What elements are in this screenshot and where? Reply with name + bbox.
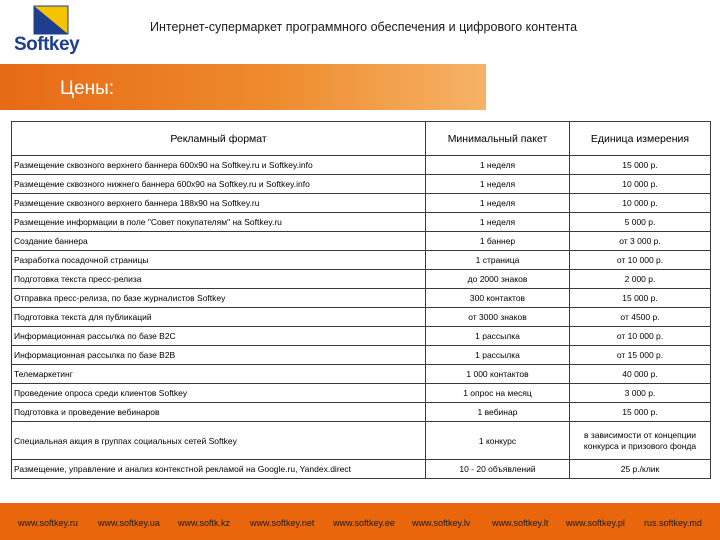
cell-package: 1 рассылка [426, 327, 570, 346]
cell-package: 1 страница [426, 251, 570, 270]
cell-format: Размещение, управление и анализ контекстной рекламой на Google.ru, Yandex.direct [12, 460, 426, 479]
cell-format: Создание баннера [12, 232, 426, 251]
cell-package: 1 неделя [426, 175, 570, 194]
table-row [12, 213, 711, 232]
cell-format: Размещение сквозного нижнего баннера 600х90 на Softkey.ru и Softkey.info [12, 175, 426, 194]
footer-link-ua[interactable]: www.softkey.ua [98, 518, 160, 528]
cell-price: от 10 000 р. [570, 251, 711, 270]
cell-format: Разработка посадочной страницы [12, 251, 426, 270]
header-min-package: Минимальный пакет [426, 122, 570, 156]
table-row [12, 384, 711, 403]
table-row [12, 289, 711, 308]
cell-package: 1 неделя [426, 213, 570, 232]
table-row [12, 308, 711, 327]
header-unit: Единица измерения [570, 122, 711, 156]
cell-package: 1 опрос на месяц [426, 384, 570, 403]
cell-format: Подготовка текста для публикаций [12, 308, 426, 327]
cell-price: 2 000 р. [570, 270, 711, 289]
cell-price: в зависимости от концепции конкурса и призового фонда [570, 422, 711, 460]
table-row [12, 270, 711, 289]
cell-format: Размещение информации в поле "Совет покупателям" на Softkey.ru [12, 213, 426, 232]
table-header-row [12, 122, 711, 156]
cell-package: 1 неделя [426, 156, 570, 175]
cell-price: от 4500 р. [570, 308, 711, 327]
cell-price: 10 000 р. [570, 175, 711, 194]
cell-price: 15 000 р. [570, 289, 711, 308]
cell-package: 1 вебинар [426, 403, 570, 422]
cell-price: 25 р./клик [570, 460, 711, 479]
table-row [12, 346, 711, 365]
cell-price: 40 000 р. [570, 365, 711, 384]
table-row [12, 327, 711, 346]
cell-format: Специальная акция в группах социальных сетей Softkey [12, 422, 426, 460]
cell-format: Подготовка и проведение вебинаров [12, 403, 426, 422]
cell-price: 10 000 р. [570, 194, 711, 213]
cell-package: 1 000 контактов [426, 365, 570, 384]
footer-link-ee[interactable]: www.softkey.ee [333, 518, 395, 528]
footer-link-net[interactable]: www.softkey.net [250, 518, 315, 528]
footer-links [0, 518, 720, 532]
cell-price: 15 000 р. [570, 156, 711, 175]
footer-link-lt[interactable]: www.softkey.lt [492, 518, 549, 528]
cell-format: Отправка пресс-релиза, по базе журналистов Softkey [12, 289, 426, 308]
table-row [12, 403, 711, 422]
table-row [12, 156, 711, 175]
footer-link-lv[interactable]: www.softkey.lv [412, 518, 471, 528]
cell-format: Проведение опроса среди клиентов Softkey [12, 384, 426, 403]
price-table [11, 121, 711, 479]
table-row [12, 232, 711, 251]
cell-format: Телемаркетинг [12, 365, 426, 384]
cell-price: от 3 000 р. [570, 232, 711, 251]
softkey-logo[interactable] [12, 4, 94, 56]
table-row [12, 194, 711, 213]
cell-format: Размещение сквозного верхнего баннера 600х90 на Softkey.ru и Softkey.info [12, 156, 426, 175]
cell-package: 300 контактов [426, 289, 570, 308]
table-row [12, 365, 711, 384]
cell-format: Размещение сквозного верхнего баннера 188х90 на Softkey.ru [12, 194, 426, 213]
cell-package: 10 - 20 объявлений [426, 460, 570, 479]
cell-price: 15 000 р. [570, 403, 711, 422]
cell-format: Информационная рассылка по базе B2C [12, 327, 426, 346]
table-row [12, 460, 711, 479]
cell-package: от 3000 знаков [426, 308, 570, 327]
table-row [12, 251, 711, 270]
logo-text: Softkey [14, 34, 80, 55]
cell-price: от 15 000 р. [570, 346, 711, 365]
cell-package: 1 баннер [426, 232, 570, 251]
table-row [12, 175, 711, 194]
site-tagline: Интернет-супермаркет программного обеспечения и цифрового контента [150, 20, 578, 34]
table-row [12, 422, 711, 460]
footer-link-pl[interactable]: www.softkey.pl [566, 518, 625, 528]
footer-link-md[interactable]: rus.softkey.md [644, 518, 702, 528]
header-format: Рекламный формат [12, 122, 426, 156]
cell-format: Информационная рассылка по базе B2B [12, 346, 426, 365]
page-title: Цены: [60, 78, 115, 99]
cell-format: Подготовка текста пресс-релиза [12, 270, 426, 289]
footer-link-kz[interactable]: www.softk.kz [178, 518, 231, 528]
cell-package: 1 неделя [426, 194, 570, 213]
cell-price: 5 000 р. [570, 213, 711, 232]
cell-package: 1 конкурс [426, 422, 570, 460]
cell-package: до 2000 знаков [426, 270, 570, 289]
cell-price: 3 000 р. [570, 384, 711, 403]
footer-link-ru[interactable]: www.softkey.ru [18, 518, 78, 528]
cell-package: 1 рассылка [426, 346, 570, 365]
cell-price: от 10 000 р. [570, 327, 711, 346]
